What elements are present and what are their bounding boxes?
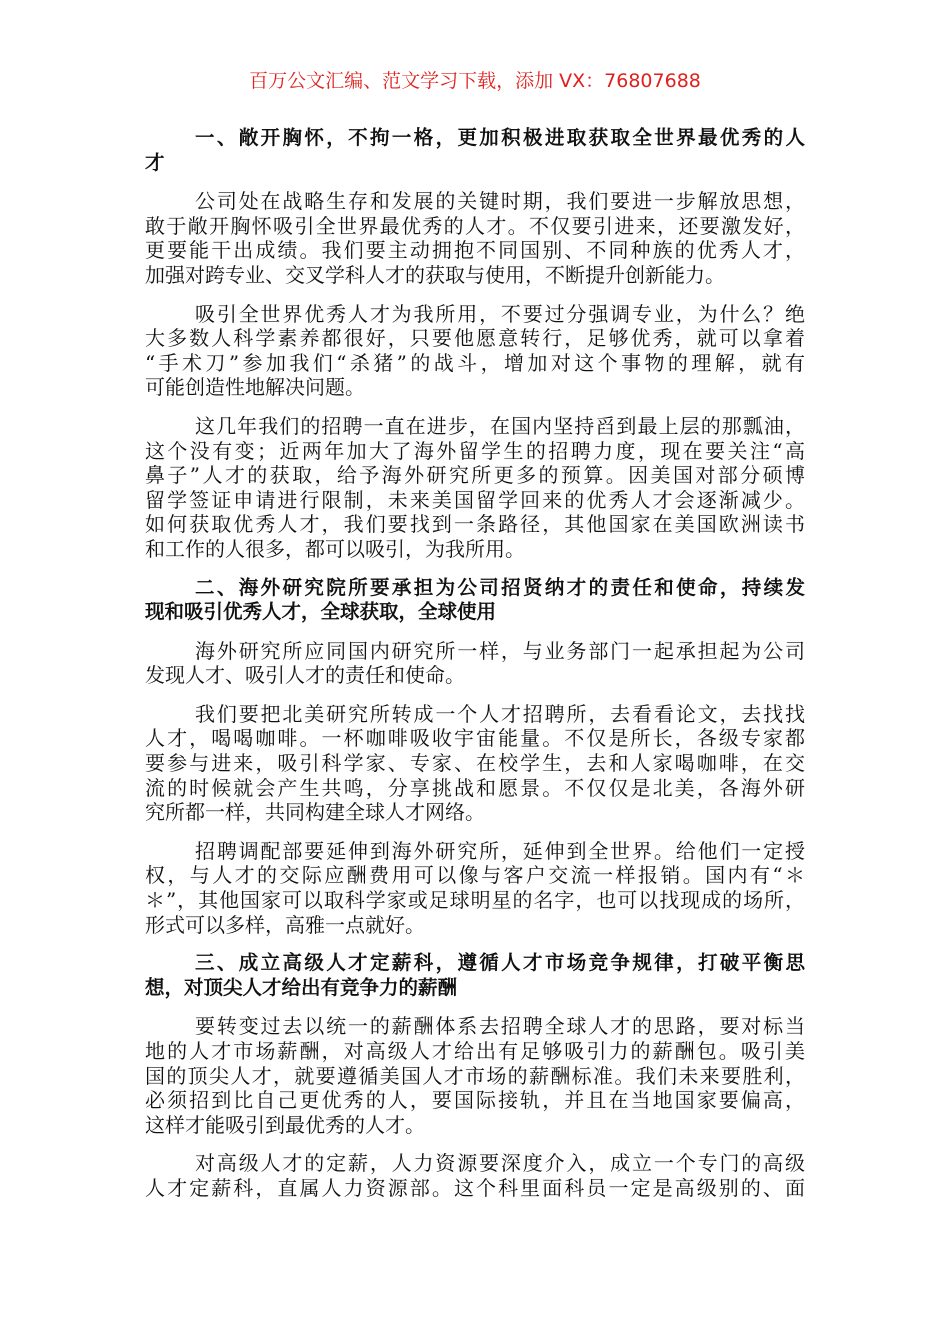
- text-line: 海外研究所应同国内研究所一样，与业务部门一起承担起为公司: [195, 638, 805, 663]
- section-heading: [145, 126, 805, 175]
- text-line: 这个没有变；近两年加大了海外留学生的招聘力度，现在要关注“高: [145, 438, 805, 463]
- text-line: ＊”，其他国家可以取科学家或足球明星的名字，也可以找现成的场所，: [145, 888, 805, 913]
- text-line: 公司处在战略生存和发展的关键时期，我们要进一步解放思想，: [195, 189, 805, 214]
- text-line: 发现人才、吸引人才的责任和使命。: [145, 663, 465, 688]
- text-line: 要转变过去以统一的薪酬体系去招聘全球人才的思路，要对标当: [195, 1014, 805, 1039]
- text-line: 地的人才市场薪酬，对高级人才给出有足够吸引力的薪酬包。吸引美: [145, 1039, 805, 1063]
- text-line: 对高级人才的定薪，人力资源要深度介入，成立一个专门的高级: [195, 1151, 805, 1176]
- section-heading: [145, 576, 805, 625]
- text-line: 和工作的人很多，都可以吸引，为我所用。: [145, 536, 525, 561]
- paragraph: [145, 1014, 805, 1137]
- text-line: 如何获取优秀人才，我们要找到一条路径，其他国家在美国欧洲读书: [145, 512, 805, 537]
- text-line: 更要能干出成绩。我们要主动拥抱不同国别、不同种族的优秀人才，: [145, 238, 805, 263]
- paragraph: [145, 1151, 805, 1200]
- watermark-banner: 百万公文汇编、范文学习下载，添加 VX：76807688: [249, 70, 701, 92]
- text-line: 形式可以多样，高雅一点就好。: [145, 912, 425, 937]
- text-line: 国的顶尖人才，就要遵循美国人才市场的薪酬标准。我们未来要胜利，: [145, 1063, 805, 1088]
- section-heading: [145, 951, 805, 1000]
- text-line: 加强对跨专业、交叉学科人才的获取与使用，不断提升创新能力。: [145, 262, 725, 287]
- text-line: 才: [145, 150, 165, 174]
- paragraph: [145, 639, 805, 688]
- paragraph: [145, 702, 805, 825]
- paragraph: [145, 414, 805, 562]
- document-body: [145, 126, 805, 1215]
- text-line: 大多数人科学素养都很好，只要他愿意转行，足够优秀，就可以拿着: [145, 326, 805, 351]
- text-line: 三、成立高级人才定薪科，遵循人才市场竞争规律，打破平衡思: [195, 951, 805, 975]
- text-line: “手术刀”参加我们“杀猪”的战斗，增加对这个事物的理解，就有: [145, 350, 805, 375]
- text-line: 究所都一样，共同构建全球人才网络。: [145, 800, 485, 825]
- paragraph: [145, 189, 805, 287]
- text-line: 我们要把北美研究所转成一个人才招聘所，去看看论文，去找找: [195, 701, 805, 726]
- text-line: 可能创造性地解决问题。: [145, 375, 365, 400]
- text-line: 要参与进来，吸引科学家、专家、在校学生，去和人家喝咖啡，在交: [145, 751, 805, 776]
- text-line: 二、海外研究院所要承担为公司招贤纳才的责任和使命，持续发: [195, 575, 805, 599]
- text-line: 现和吸引优秀人才，全球获取，全球使用: [145, 600, 497, 624]
- text-line: 留学签证申请进行限制，未来美国留学回来的优秀人才会逐渐减少。: [145, 487, 805, 512]
- text-line: 招聘调配部要延伸到海外研究所，延伸到全世界。给他们一定授: [195, 838, 805, 863]
- text-line: 鼻子”人才的获取，给予海外研究所更多的预算。因美国对部分硕博: [145, 463, 805, 488]
- text-line: 这几年我们的招聘一直在进步，在国内坚持舀到最上层的那瓢油，: [195, 413, 805, 438]
- text-line: 想，对顶尖人才给出有竞争力的薪酬: [145, 975, 458, 999]
- text-line: 权，与人才的交际应酬费用可以像与客户交流一样报销。国内有“＊: [145, 863, 805, 888]
- text-line: 人才定薪科，直属人力资源部。这个科里面科员一定是高级别的、面: [145, 1175, 805, 1200]
- text-line: 这样才能吸引到最优秀的人才。: [145, 1112, 425, 1137]
- text-line: 必须招到比自己更优秀的人，要国际接轨，并且在当地国家要偏高，: [145, 1088, 805, 1113]
- text-line: 敢于敞开胸怀吸引全世界最优秀的人才。不仅要引进来，还要激发好，: [145, 213, 805, 238]
- text-line: 吸引全世界优秀人才为我所用，不要过分强调专业，为什么？绝: [195, 301, 805, 326]
- paragraph: [145, 302, 805, 400]
- paragraph: [145, 839, 805, 937]
- text-line: 一、敞开胸怀，不拘一格，更加积极进取获取全世界最优秀的人: [195, 126, 805, 149]
- text-line: 人才，喝喝咖啡。一杯咖啡吸收宇宙能量。不仅是所长，各级专家都: [145, 726, 805, 751]
- text-line: 流的时候就会产生共鸣，分享挑战和愿景。不仅仅是北美，各海外研: [145, 775, 805, 800]
